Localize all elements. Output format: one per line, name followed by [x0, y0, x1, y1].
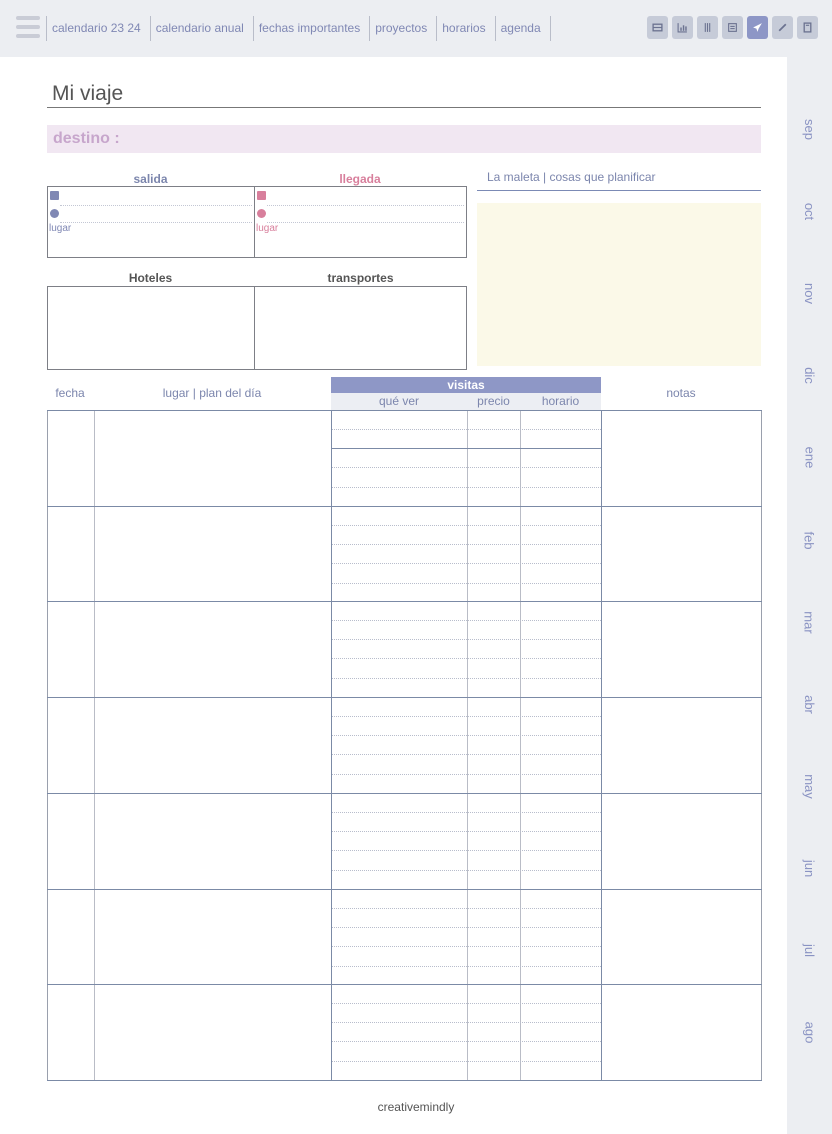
book-icon[interactable] [797, 16, 818, 39]
grid-dotted-line [332, 525, 601, 526]
grid-dotted-line [332, 1022, 601, 1023]
month-tab-mar[interactable]: mar [801, 611, 817, 634]
grid-dotted-line [332, 735, 601, 736]
clock-icon [257, 209, 266, 218]
footer-brand: creativemindly [377, 1100, 455, 1114]
hoteles-transportes-box[interactable] [47, 286, 467, 370]
calendar-icon [257, 191, 266, 200]
destino-bar[interactable] [47, 125, 761, 153]
utensils-icon[interactable] [697, 16, 718, 39]
dotted-line [60, 222, 252, 223]
col-lugar-plan-header: lugar | plan del día [162, 386, 262, 400]
grid-border-left [47, 410, 48, 1080]
maleta-notes-area[interactable] [477, 203, 761, 366]
destino-label: destino : [53, 130, 120, 147]
dotted-line [267, 205, 464, 206]
grid-dotted-line [332, 812, 601, 813]
grid-col-divider [94, 410, 95, 1080]
grid-dotted-line [332, 583, 601, 584]
nav-proyectos[interactable]: proyectos [369, 16, 436, 41]
maleta-label: La maleta | cosas que planificar [487, 170, 656, 184]
grid-dotted-line [332, 487, 601, 488]
grid-row-line [47, 697, 762, 698]
grid-dotted-line [332, 754, 601, 755]
month-sidebar [787, 57, 832, 1134]
chart-icon[interactable] [672, 16, 693, 39]
grid-col-divider [520, 410, 521, 1080]
grid-dotted-line [332, 831, 601, 832]
nav-calendario-23-24[interactable]: calendario 23 24 [46, 16, 150, 41]
month-tab-feb[interactable]: feb [801, 531, 817, 550]
grid-row-line [47, 601, 762, 602]
nav-horarios[interactable]: horarios [436, 16, 494, 41]
transportes-label: transportes [327, 271, 394, 285]
grid-dotted-line [332, 850, 601, 851]
month-tab-nov[interactable]: nov [802, 283, 817, 304]
grid-dotted-line [332, 774, 601, 775]
hoteles-label: Hoteles [128, 271, 173, 285]
month-tab-dic[interactable]: dic [802, 367, 817, 384]
grid-icon[interactable] [647, 16, 668, 39]
calendar-icon [50, 191, 59, 200]
tool-buttons [647, 16, 822, 39]
grid-dotted-line [332, 927, 601, 928]
grid-row-line [331, 448, 601, 449]
month-tab-may[interactable]: may [802, 774, 817, 799]
maleta-underline [477, 190, 761, 191]
grid-dotted-line [332, 467, 601, 468]
month-tab-abr[interactable]: abr [801, 695, 817, 714]
grid-dotted-line [332, 1003, 601, 1004]
grid-dotted-line [332, 429, 601, 430]
pen-icon[interactable] [772, 16, 793, 39]
dotted-line [267, 222, 464, 223]
col-precio-header: precio [477, 394, 510, 408]
visitas-subheader [331, 393, 601, 410]
hamburger-menu-icon[interactable] [16, 16, 40, 41]
grid-dotted-line [332, 658, 601, 659]
llegada-lugar-label: lugar [256, 223, 279, 234]
salida-label: salida [133, 172, 168, 186]
hoteles-transportes-divider [254, 286, 255, 370]
grid-dotted-line [332, 1061, 601, 1062]
month-tab-jul[interactable]: jul [801, 943, 817, 958]
grid-border-right [761, 410, 762, 1080]
grid-row-line [47, 793, 762, 794]
grid-dotted-line [332, 946, 601, 947]
col-que-ver-header: qué ver [378, 394, 420, 408]
grid-dotted-line [332, 544, 601, 545]
nav-calendario-anual[interactable]: calendario anual [150, 16, 253, 41]
clock-icon [50, 209, 59, 218]
month-tab-jun[interactable]: jun [801, 859, 817, 878]
visitas-header: visitas [331, 377, 601, 393]
grid-dotted-line [332, 639, 601, 640]
month-tab-ago[interactable]: ago [801, 1021, 817, 1044]
grid-col-divider [331, 410, 332, 1080]
grid-row-line [47, 506, 762, 507]
top-toolbar [0, 0, 832, 57]
grid-col-divider [467, 410, 468, 1080]
col-horario-header: horario [541, 394, 580, 408]
grid-row-line [47, 1080, 762, 1081]
grid-dotted-line [332, 563, 601, 564]
month-tab-ene[interactable]: ene [801, 446, 817, 469]
grid-dotted-line [332, 1041, 601, 1042]
plane-icon[interactable] [747, 16, 768, 39]
grid-col-divider [601, 410, 602, 1080]
grid-dotted-line [332, 966, 601, 967]
page-title: Mi viaje [52, 82, 124, 105]
grid-dotted-line [332, 716, 601, 717]
grid-row-line [47, 410, 762, 411]
grid-dotted-line [332, 678, 601, 679]
title-underline [47, 107, 761, 108]
dotted-line [60, 205, 252, 206]
top-nav [46, 16, 551, 41]
salida-llegada-divider [254, 186, 255, 258]
grid-dotted-line [332, 620, 601, 621]
grid-dotted-line [332, 908, 601, 909]
grid-row-line [47, 984, 762, 985]
month-tab-oct[interactable]: oct [802, 202, 817, 221]
month-tab-sep[interactable]: sep [802, 119, 817, 140]
grid-dotted-line [332, 870, 601, 871]
col-fecha-header: fecha [55, 386, 85, 400]
nav-agenda[interactable]: agenda [495, 16, 551, 41]
list-icon[interactable] [722, 16, 743, 39]
llegada-label: llegada [339, 172, 381, 186]
salida-lugar-label: lugar [49, 223, 72, 234]
grid-row-line [47, 889, 762, 890]
col-notas-header: notas [666, 386, 696, 400]
nav-fechas-importantes[interactable]: fechas importantes [253, 16, 369, 41]
